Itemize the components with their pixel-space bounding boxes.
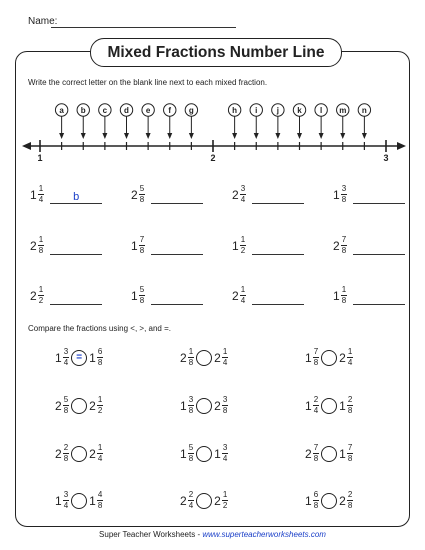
whole-number: 1 [180,398,187,413]
marker-arrow-icon [362,133,367,139]
mixed-fraction [333,185,347,204]
denominator: 8 [63,454,69,463]
compare-item [55,396,103,415]
denominator: 8 [97,358,103,367]
whole-number: 2 [180,350,187,365]
compare-circle[interactable] [321,398,337,414]
denominator: 4 [97,454,103,463]
marker-letter: b [80,106,86,115]
mixed-fraction [214,396,228,415]
answer-blank[interactable] [252,293,304,305]
denominator: 8 [38,246,44,255]
whole-number: 1 [55,493,62,508]
mixed-fraction [131,185,145,204]
answer-blank[interactable] [252,192,304,204]
numerator: 3 [222,395,228,404]
numerator: 1 [97,395,103,404]
answer-blank[interactable] [353,243,405,255]
denominator: 8 [139,296,145,305]
denominator: 4 [347,358,353,367]
denominator: 8 [347,406,353,415]
compare-circle[interactable]: = [71,350,87,366]
compare-circle[interactable] [71,446,87,462]
compare-circle[interactable] [196,493,212,509]
mixed-fraction [232,185,246,204]
numerator: 5 [63,395,69,404]
mixed-fraction [339,348,353,367]
number-line-label: 2 [210,153,216,163]
fraction-stack [313,444,319,463]
whole-number: 2 [339,493,346,508]
fraction-stack [38,236,44,255]
whole-number: 1 [214,446,221,461]
whole-number: 1 [55,350,62,365]
answer-blank[interactable] [151,192,203,204]
numerator: 1 [347,347,353,356]
mixed-fraction [180,491,194,510]
fraction-stack [240,185,246,204]
numerator: 3 [222,443,228,452]
numerator: 3 [341,184,347,193]
compare-item [180,444,228,463]
whole-number: 2 [30,238,37,253]
fraction-stack [240,286,246,305]
answer-blank[interactable] [50,243,102,255]
numerator: 1 [38,184,44,193]
mixed-fraction [305,348,319,367]
denominator: 8 [188,454,194,463]
answer-blank[interactable]: b [50,192,102,204]
compare-item [305,444,353,463]
marker-letter: g [188,106,194,115]
compare-item [55,491,103,510]
marker-letter: n [361,106,367,115]
numerator: 1 [341,285,347,294]
marker-arrow-icon [254,133,259,139]
whole-number: 1 [131,288,138,303]
fraction-stack [139,286,145,305]
footer-url[interactable]: www.superteacherworksheets.com [202,530,326,539]
compare-circle[interactable] [321,493,337,509]
answer-item [30,236,102,255]
marker-arrow-icon [59,133,64,139]
denominator: 8 [347,454,353,463]
numerator: 3 [240,184,246,193]
mixed-fraction [30,236,44,255]
whole-number: 1 [339,398,346,413]
answer-blank[interactable] [151,243,203,255]
denominator: 8 [341,195,347,204]
numerator: 7 [139,235,145,244]
marker-letter: a [59,106,64,115]
right-arrow-icon [397,142,406,150]
denominator: 2 [240,246,246,255]
fraction-stack [313,348,319,367]
denominator: 2 [38,296,44,305]
numerator: 7 [341,235,347,244]
mixed-fraction [89,491,103,510]
compare-item [55,444,103,463]
compare-circle[interactable] [321,446,337,462]
mixed-fraction [214,444,228,463]
numerator: 4 [97,490,103,499]
fraction-stack [63,444,69,463]
mixed-fraction [232,286,246,305]
denominator: 8 [97,501,103,510]
fraction-stack [188,396,194,415]
denominator: 4 [240,195,246,204]
answer-item [333,185,405,204]
marker-letter: l [320,106,323,115]
answer-item [30,286,102,305]
fraction-stack [97,491,103,510]
mixed-fraction [30,286,44,305]
compare-item [305,491,353,510]
answer-item [232,286,304,305]
denominator: 8 [63,406,69,415]
compare-item [180,396,228,415]
name-label: Name: [28,16,58,27]
denominator: 2 [97,406,103,415]
fraction-stack [63,348,69,367]
fraction-stack [347,348,353,367]
left-arrow-icon [22,142,31,150]
mixed-fraction [89,348,103,367]
denominator: 4 [222,454,228,463]
mixed-fraction [305,491,319,510]
numerator: 6 [313,490,319,499]
mixed-fraction [339,396,353,415]
mixed-fraction [30,185,44,204]
compare-circle[interactable] [71,398,87,414]
marker-letter: k [297,106,302,115]
answer-blank[interactable] [353,192,405,204]
numerator: 7 [347,443,353,452]
fraction-stack [97,444,103,463]
compare-item [305,396,353,415]
fraction-stack [188,444,194,463]
mixed-fraction [131,286,145,305]
denominator: 4 [38,195,44,204]
mixed-fraction [180,348,194,367]
compare-instructions: Compare the fractions using <, >, and =. [28,324,171,333]
whole-number: 2 [232,288,239,303]
numerator: 7 [313,347,319,356]
numerator: 5 [188,443,194,452]
whole-number: 1 [89,493,96,508]
answer-item [30,185,102,204]
fraction-stack [240,236,246,255]
marker-arrow-icon [167,133,172,139]
compare-item [180,348,228,367]
mixed-fraction [180,444,194,463]
numerator: 3 [63,490,69,499]
whole-number: 1 [333,288,340,303]
mixed-fraction [55,396,69,415]
denominator: 4 [63,501,69,510]
marker-letter: i [255,106,258,115]
numerator: 2 [347,490,353,499]
numerator: 2 [313,395,319,404]
denominator: 4 [222,358,228,367]
number-line [0,0,425,170]
answer-blank[interactable] [252,243,304,255]
compare-item [180,491,228,510]
whole-number: 1 [333,187,340,202]
mixed-fraction [131,236,145,255]
numerator: 1 [222,490,228,499]
numerator: 7 [313,443,319,452]
fraction-stack [38,286,44,305]
numerator: 2 [188,490,194,499]
mixed-fraction [339,491,353,510]
whole-number: 1 [339,446,346,461]
whole-number: 2 [55,446,62,461]
marker-letter: c [102,106,108,115]
mixed-fraction [232,236,246,255]
marker-arrow-icon [124,133,129,139]
numerator: 1 [38,285,44,294]
marker-arrow-icon [319,133,324,139]
whole-number: 1 [232,238,239,253]
denominator: 8 [347,501,353,510]
whole-number: 2 [232,187,239,202]
footer-separator: - [195,530,203,539]
marker-letter: h [232,106,238,115]
answer-blank[interactable] [50,293,102,305]
fraction-stack [139,236,145,255]
whole-number: 2 [214,493,221,508]
numerator: 2 [63,443,69,452]
mixed-fraction [180,396,194,415]
whole-number: 2 [180,493,187,508]
denominator: 8 [188,358,194,367]
answer-item [232,236,304,255]
numerator: 5 [139,285,145,294]
whole-number: 2 [305,446,312,461]
answer-item [131,286,203,305]
fraction-stack [139,185,145,204]
mixed-fraction [339,444,353,463]
marker-arrow-icon [81,133,86,139]
whole-number: 1 [131,238,138,253]
whole-number: 1 [305,350,312,365]
fraction-stack [38,185,44,204]
mixed-fraction [214,348,228,367]
fraction-stack [222,348,228,367]
mixed-fraction [55,491,69,510]
whole-number: 2 [339,350,346,365]
compare-circle[interactable] [71,493,87,509]
marker-letter: j [276,106,279,115]
marker-arrow-icon [146,133,151,139]
numerator: 3 [63,347,69,356]
marker-arrow-icon [275,133,280,139]
numerator: 6 [97,347,103,356]
fraction-stack [97,348,103,367]
mixed-fraction [55,348,69,367]
whole-number: 1 [180,446,187,461]
compare-circle[interactable] [321,350,337,366]
mixed-fraction [333,236,347,255]
fraction-stack [63,396,69,415]
fraction-stack [63,491,69,510]
denominator: 4 [63,358,69,367]
fraction-stack [188,348,194,367]
whole-number: 2 [89,398,96,413]
compare-circle[interactable] [196,350,212,366]
marker-arrow-icon [297,133,302,139]
denominator: 2 [222,501,228,510]
denominator: 8 [188,406,194,415]
numerator: 5 [139,184,145,193]
numerator: 1 [188,347,194,356]
worksheet-title: Mixed Fractions Number Line [90,38,342,67]
compare-item [305,348,353,367]
whole-number: 1 [30,187,37,202]
answer-blank[interactable] [151,293,203,305]
fraction-stack [341,185,347,204]
answer-blank[interactable] [353,293,405,305]
marker-letter: m [339,106,347,115]
fraction-stack [222,444,228,463]
numerator: 1 [97,443,103,452]
marker-letter: f [168,106,172,115]
denominator: 8 [222,406,228,415]
numerator: 1 [240,235,246,244]
whole-number: 2 [55,398,62,413]
denominator: 4 [240,296,246,305]
whole-number: 2 [333,238,340,253]
footer-brand: Super Teacher Worksheets [99,530,196,539]
fraction-stack [347,444,353,463]
whole-number: 1 [89,350,96,365]
compare-circle[interactable] [196,398,212,414]
whole-number: 2 [30,288,37,303]
mixed-fraction [333,286,347,305]
marker-arrow-icon [340,133,345,139]
fraction-stack [347,491,353,510]
marker-letter: e [145,106,151,115]
whole-number: 1 [305,398,312,413]
denominator: 8 [313,454,319,463]
numerator: 2 [347,395,353,404]
marker-arrow-icon [189,133,194,139]
answer-item [333,236,405,255]
fraction-stack [222,396,228,415]
mixed-fraction [305,444,319,463]
fraction-stack [222,491,228,510]
numerator: 1 [222,347,228,356]
denominator: 8 [341,246,347,255]
denominator: 8 [313,501,319,510]
fraction-stack [347,396,353,415]
answer-item [333,286,405,305]
whole-number: 2 [214,398,221,413]
number-line-label: 3 [383,153,389,163]
numerator: 1 [240,285,246,294]
mixed-fraction [55,444,69,463]
marker-letter: d [124,106,129,115]
compare-item [55,348,103,367]
denominator: 8 [139,195,145,204]
answer-item [131,236,203,255]
whole-number: 1 [305,493,312,508]
marker-arrow-icon [102,133,107,139]
instructions: Write the correct letter on the blank line next to each mixed fraction. [28,78,268,87]
whole-number: 2 [214,350,221,365]
numerator: 1 [38,235,44,244]
marker-arrow-icon [232,133,237,139]
denominator: 8 [341,296,347,305]
denominator: 4 [188,501,194,510]
answer-item [131,185,203,204]
whole-number: 2 [89,446,96,461]
whole-number: 2 [131,187,138,202]
mixed-fraction [89,396,103,415]
fraction-stack [97,396,103,415]
denominator: 4 [313,406,319,415]
footer [0,530,425,539]
compare-circle[interactable] [196,446,212,462]
denominator: 8 [313,358,319,367]
numerator: 3 [188,395,194,404]
mixed-fraction [214,491,228,510]
fraction-stack [313,491,319,510]
fraction-stack [313,396,319,415]
fraction-stack [341,236,347,255]
fraction-stack [188,491,194,510]
mixed-fraction [89,444,103,463]
number-line-label: 1 [37,153,43,163]
mixed-fraction [305,396,319,415]
answer-item [232,185,304,204]
denominator: 8 [139,246,145,255]
fraction-stack [341,286,347,305]
